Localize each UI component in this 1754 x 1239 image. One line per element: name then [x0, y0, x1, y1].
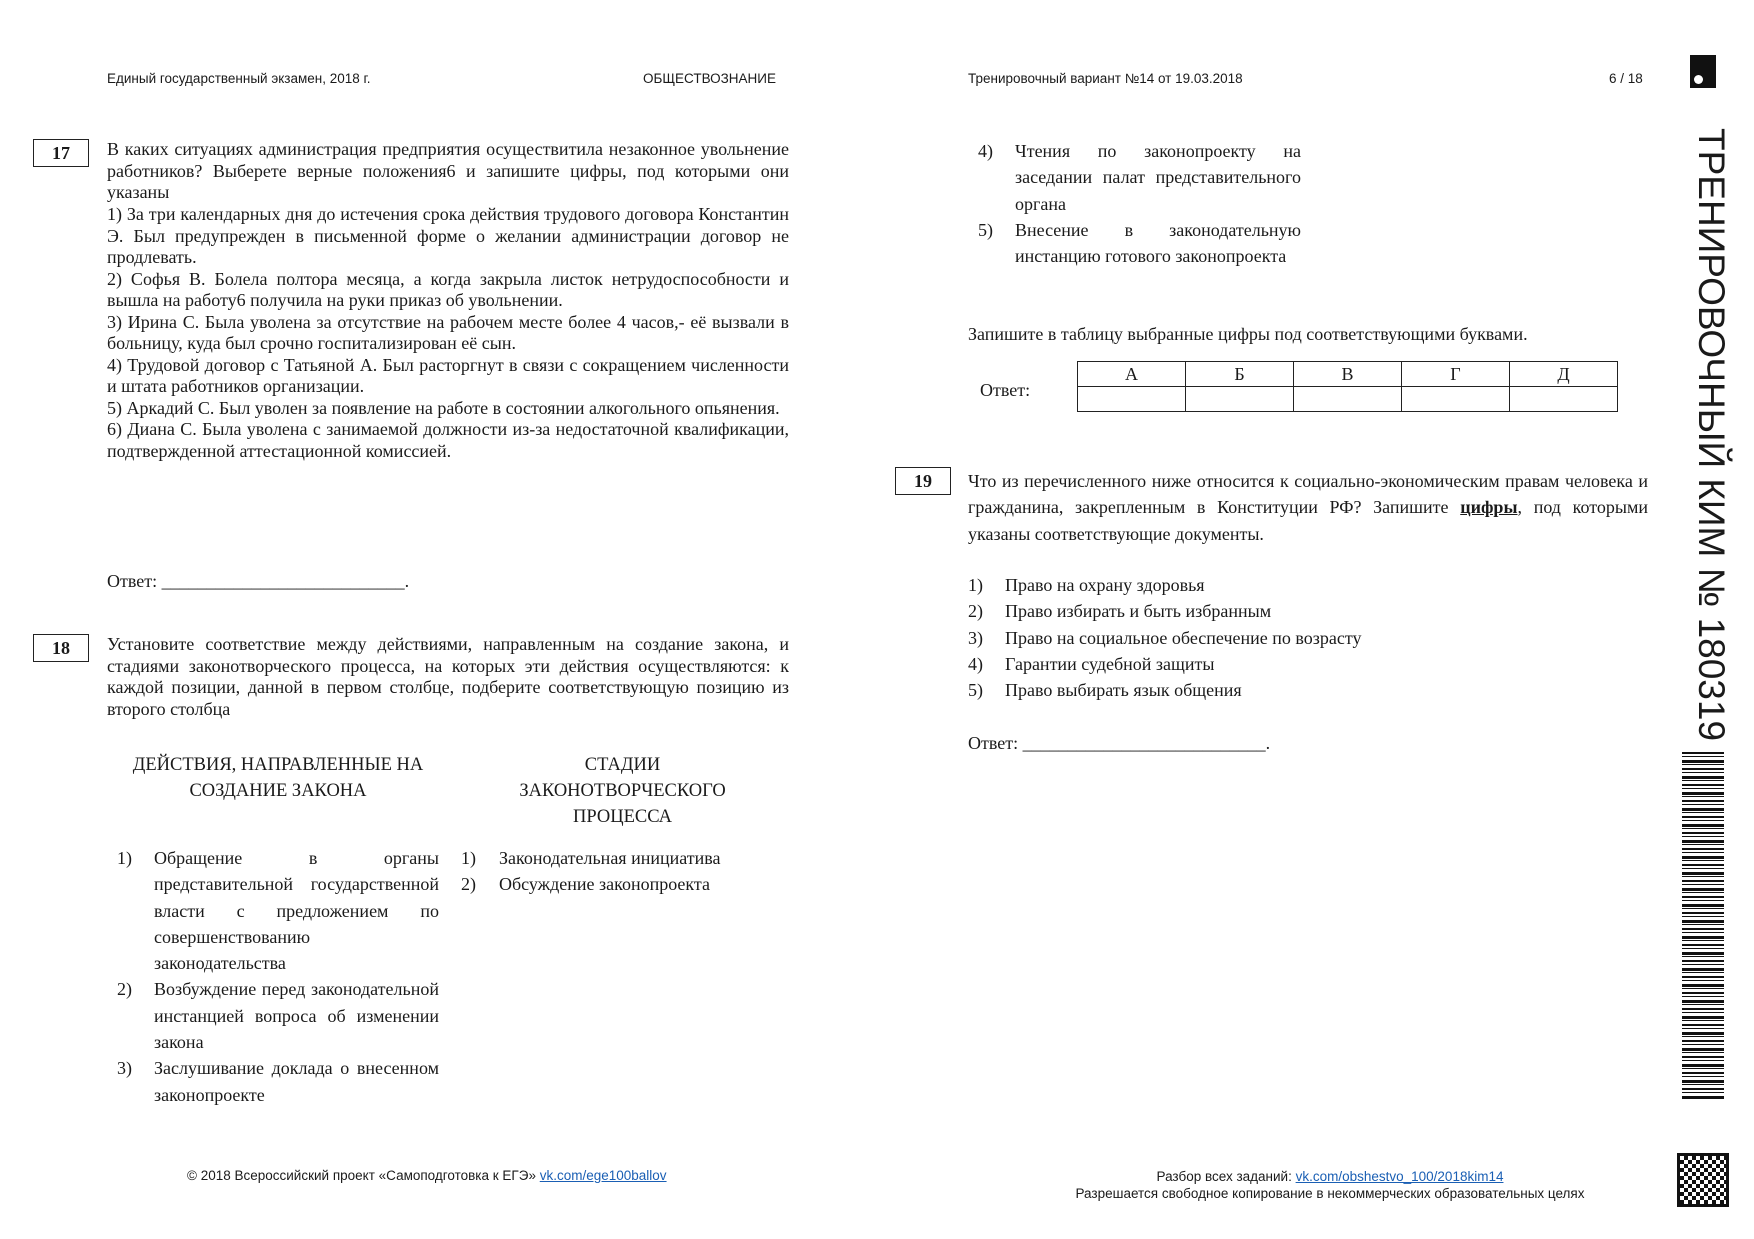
answer-cell[interactable]	[1078, 387, 1186, 412]
side-title: ТРЕНИРОВОЧНЫЙ КИМ № 180319	[1691, 128, 1732, 742]
option: 5) Аркадий С. Был уволен за появление на работе в состоянии алкогольного опьянения.	[107, 397, 780, 418]
emphasis-digits: цифры	[1460, 497, 1518, 518]
list-item: 5) Внесение в законодательную инстанцию готового законопроекта	[978, 219, 1301, 267]
answer-cell[interactable]	[1510, 387, 1618, 412]
header-exam: Единый государственный экзамен, 2018 г.	[107, 71, 371, 86]
footer-license: Разрешается свободное копирование в некоммерческих образовательных целях	[1075, 1186, 1585, 1201]
list-item: 3) Право на социальное обеспечение по возрасту	[968, 627, 1362, 648]
list-item: 1) Законодательная инициатива	[461, 848, 721, 868]
footer-copyright: © 2018 Всероссийский проект «Самоподготовка к ЕГЭ» vk.com/ege100ballov	[187, 1168, 667, 1183]
list-item: 4) Чтения по законопроекту на заседании палат представительного органа	[978, 141, 1301, 214]
table-header-g: Г	[1402, 362, 1510, 387]
question-19-text: Что из перечисленного ниже относится к социально-экономическим правам человека и гражданина, закрепленным в Конституции РФ? Запишите цифры, под которыми указаны соответствующие документы.	[968, 471, 1648, 544]
answer-label-18: Ответ:	[980, 380, 1031, 400]
footer-link-project[interactable]: vk.com/ege100ballov	[539, 1168, 667, 1183]
question-number-18: 18	[33, 634, 89, 662]
table-header-v: В	[1294, 362, 1402, 387]
question-number-19: 19	[895, 467, 951, 495]
header-subject: ОБЩЕСТВОЗНАНИЕ	[643, 71, 776, 86]
answer-field-17[interactable]: Ответ: ___________________________.	[107, 571, 410, 591]
table-header-d: Д	[1510, 362, 1618, 387]
answer-cell[interactable]	[1186, 387, 1294, 412]
question-18-text: Установите соответствие между действиями, направленным на создание закона, и стадиями законотворческого процесса, на которых эти действия осуществляются: к каждой позиции, данной в первом столбце, подберите соответствующую позицию из второго столбца	[107, 634, 789, 719]
list-item: 2) Право избирать и быть избранным	[968, 601, 1272, 622]
list-item: 5) Право выбирать язык общения	[968, 680, 1242, 701]
option: 6) Диана С. Была уволена с занимаемой должности из-за недостаточной квалификации, подтвержденной аттестационной комиссией.	[107, 419, 789, 461]
footer-right: Разбор всех заданий: vk.com/obshestvo_100/2018kim14 Разрешается свободное копирование в некоммерческих образовательных целях	[1000, 1168, 1660, 1202]
answer-cell[interactable]	[1294, 387, 1402, 412]
option: 3) Ирина С. Была уволена за отсутствие на рабочем месте более 4 часов,- её вызвали в больницу, куда был срочно госпитализирован её сын.	[107, 311, 789, 353]
list-item: 2) Возбуждение перед законодательной инстанцией вопроса об изменении закона	[117, 979, 439, 1053]
option: 1) За три календарных дня до истечения срока действия трудового договора Константин Э. Был предупрежден в письменной форме о желании администрации договор не продлевать.	[107, 204, 789, 267]
header-page-number: 6 / 18	[1609, 71, 1643, 86]
option: 2) Софья В. Болела полтора месяца, а когда закрыла листок нетрудоспособности и вышла на работу6 получила на руки приказ об увольнении.	[107, 268, 789, 310]
answer-field-19[interactable]: Ответ: ___________________________.	[968, 733, 1271, 753]
table-header-a: А	[1078, 362, 1186, 387]
question-17-options	[107, 204, 789, 462]
question-number-17: 17	[33, 139, 89, 167]
actions-list	[117, 845, 439, 1108]
question-17-text: В каких ситуациях администрация предприятия осуществитила незаконное увольнение работников? Выберете верные положения6 и запишите цифры, под которыми они указаны	[107, 139, 789, 202]
table-instruction: Запишите в таблицу выбранные цифры под соответствующими буквами.	[968, 324, 1528, 344]
stages-list	[461, 845, 781, 898]
qr-code	[1680, 1156, 1726, 1204]
question-19-options	[968, 572, 1568, 703]
actions-list-continued	[978, 138, 1301, 269]
list-item: 2) Обсуждение законопроекта	[461, 874, 710, 895]
list-item: 1) Право на охрану здоровья	[968, 575, 1205, 595]
footer-link-analysis[interactable]: vk.com/obshestvo_100/2018kim14	[1295, 1169, 1504, 1184]
list-item: 3) Заслушивание доклада о внесенном законопроекте	[117, 1058, 439, 1105]
list-item: 4) Гарантии судебной защиты	[968, 653, 1215, 674]
column-header-stages: СТАДИИ ЗАКОНОТВОРЧЕСКОГО ПРОЦЕССА	[519, 755, 726, 827]
answer-cell[interactable]	[1402, 387, 1510, 412]
barcode	[1682, 752, 1724, 1100]
option: 4) Трудовой договор с Татьяной А. Был расторгнут в связи с сокращением численности и штата работников организации.	[107, 354, 789, 396]
table-header-b: Б	[1186, 362, 1294, 387]
header-variant: Тренировочный вариант №14 от 19.03.2018	[968, 71, 1243, 86]
corner-marker-icon	[1690, 55, 1716, 88]
list-item: 1) Обращение в органы представительной государственной власти с предложением по совершенствованию законодательства	[117, 848, 439, 974]
answer-table-18	[1077, 361, 1618, 412]
column-header-actions: ДЕЙСТВИЯ, НАПРАВЛЕННЫЕ НА СОЗДАНИЕ ЗАКОНА	[132, 755, 424, 801]
